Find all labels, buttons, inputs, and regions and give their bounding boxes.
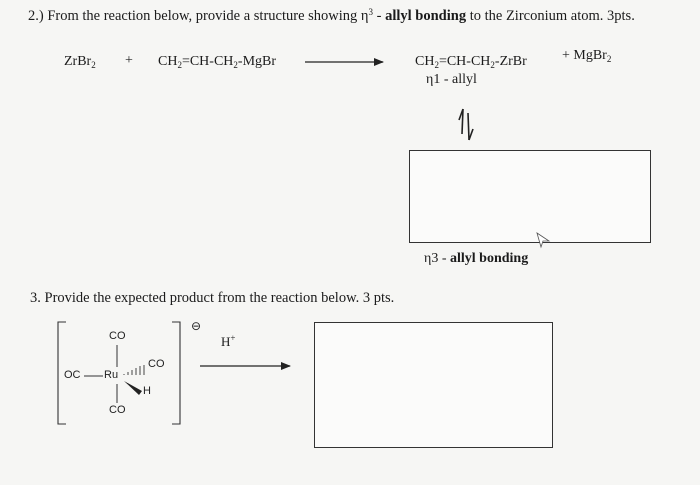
- question-text: Provide the expected product from the reaction below. 3 pts.: [44, 290, 395, 306]
- complex-brackets: [58, 322, 180, 424]
- metal-ruthenium: Ru: [104, 369, 119, 381]
- question-2-prompt: 2.) From the reaction below, provide a structure showing $\eta^3$ - allyl bonding to the Zirconium atom. 3pts.: [28, 7, 635, 24]
- question-text: From the reaction below, provide a structure showing η: [47, 8, 369, 24]
- reagent-proton: H+: [221, 333, 236, 349]
- ligand-hydride: H: [143, 385, 151, 397]
- ru-bonds: [84, 345, 117, 403]
- wedge-bond: [124, 381, 142, 395]
- ligand-co-top: CO: [109, 330, 126, 342]
- eta3-label: η3 - allyl bonding: [424, 251, 529, 266]
- byproduct-mgbr2: + MgBr$_2$: [562, 48, 612, 64]
- hashed-bond: [124, 365, 144, 375]
- cursor-icon: [537, 233, 549, 247]
- reactant-zrbr2: ZrBr$_2$: [64, 54, 96, 70]
- plus-sign: +: [125, 53, 133, 68]
- reactant-allyl-grignard: $CH_2=CH-CH_2$-MgBr: [158, 54, 277, 70]
- question-number: 3.: [30, 290, 41, 306]
- eta1-label: η1 - allyl: [426, 72, 477, 87]
- equilibrium-arrows: [459, 109, 473, 140]
- ligand-oc-left: OC: [64, 369, 81, 381]
- ligand-co-right: CO: [148, 358, 165, 370]
- ligand-co-bottom: CO: [109, 404, 126, 416]
- allyl-bonding-bold: allyl bonding: [385, 8, 467, 24]
- charge-negative: ⊖: [191, 319, 202, 333]
- question-number: 2.): [28, 8, 44, 24]
- product-eta1-allyl: $CH_2=CH-CH_2$-ZrBr: [415, 54, 527, 70]
